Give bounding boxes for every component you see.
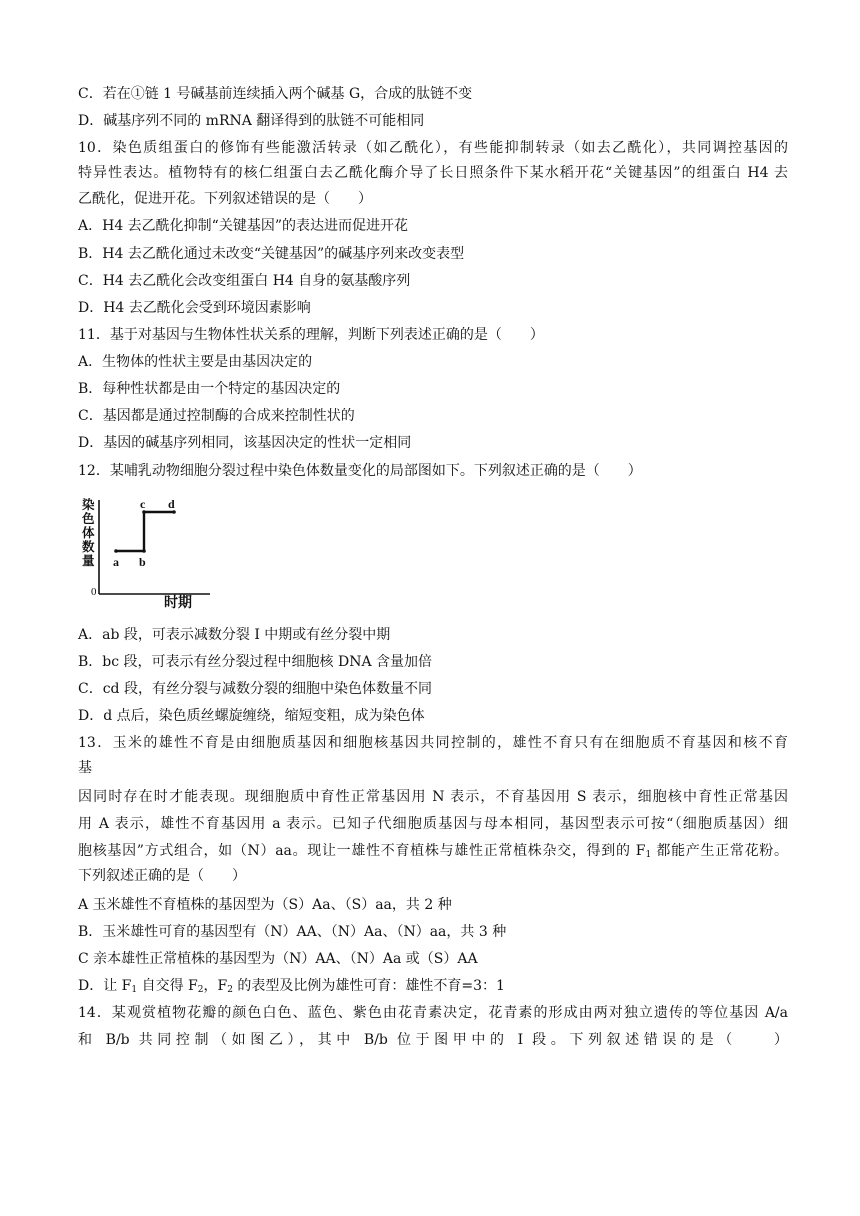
q12-option-d: D．d 点后，染色质丝螺旋缠绕，缩短变粗，成为染色体 <box>78 708 425 724</box>
q13-option-c: C 亲本雄性正常植株的基因型为（N）AA、（N）Aa 或（S）AA <box>78 951 478 967</box>
q13-option-b: B．玉米雄性可育的基因型有（N）AA、（N）Aa、（N）aa，共 3 种 <box>78 924 507 940</box>
q14-stem-line2: 和 B/b 共同控制（如图乙），其中 B/b 位于图甲中的 I 段。下列叙述错误的是（ ） <box>78 1032 788 1048</box>
q13-stem-line4: 用 A 表示，雄性不育基因用 a 表示。已知子代细胞质基因与母本相同，基因型表示可按“（细胞质基因）细 <box>78 816 788 832</box>
q11-option-d: D．基因的碱基序列相同，该基因决定的性状一定相同 <box>78 435 412 451</box>
q13-d-sub3: 2 <box>227 985 233 995</box>
q10-stem-line2: 特异性表达。植物特有的核仁组蛋白去乙酰化酶介导了长日照条件下某水稻开花“关键基因”的组蛋白 H4 去 <box>78 165 788 181</box>
point-label-c: c <box>140 497 146 511</box>
q13-option-d <box>78 976 788 1000</box>
q12-stem: 12．某哺乳动物细胞分裂过程中染色体数量变化的局部图如下。下列叙述正确的是（ ） <box>78 463 642 479</box>
q11-option-c: C．基因都是通过控制酶的合成来控制性状的 <box>78 408 355 424</box>
graph-plot <box>82 494 212 614</box>
q13-d-part4: 的表型及比例为雄性可育：雄性不育=3：1 <box>232 978 505 994</box>
series-line <box>116 512 174 551</box>
q10-option-a: A．H4 去乙酰化抑制“关键基因”的表达进而促进开花 <box>78 218 408 234</box>
q12-option-a: A．ab 段，可表示减数分裂 I 中期或有丝分裂中期 <box>78 627 391 643</box>
q13-f1-subscript: 1 <box>645 850 652 860</box>
q13-stem-line3: 因同时存在时才能表现。现细胞质中育性正常基因用 N 表示，不育基因用 S 表示，细胞核中育性正常基因 <box>78 789 788 805</box>
q13-d-part1: D．让 F <box>78 978 132 994</box>
q13-line5-part1: 胞核基因”方式组合，如（N）aa。现让一雄性不育植株与雄性正常植株杂交，得到的 F <box>78 843 646 859</box>
q13-line5-part2: 都能产生正常花粉。 <box>651 843 788 859</box>
q10-option-b: B．H4 去乙酰化通过未改变“关键基因”的碱基序列来改变表型 <box>78 246 465 262</box>
point-label-b: b <box>139 555 146 569</box>
q13-stem-line6: 下列叙述正确的是（ ） <box>78 868 246 884</box>
q13-d-sub1: 1 <box>131 985 138 995</box>
graph-y-axis-label: 染色体数量 <box>82 497 95 568</box>
q14-stem-line1: 14．某观赏植物花瓣的颜色白色、蓝色、紫色由花青素决定，花青素的形成由两对独立遗传的等位基因 A/a <box>78 1005 788 1021</box>
q12-option-c: C．cd 段，有丝分裂与减数分裂的细胞中染色体数量不同 <box>78 681 432 697</box>
q13-stem-line1: 13．玉米的雄性不育是由细胞质基因和细胞核基因共同控制的，雄性不育只有在细胞质不育基因和核不育 <box>78 735 788 751</box>
q11-option-a: A．生物体的性状主要是由基因决定的 <box>78 354 313 370</box>
q10-stem-line1: 10．染色质组蛋白的修饰有些能激活转录（如乙酰化），有些能抑制转录（如去乙酰化），共同调控基因的 <box>78 140 788 156</box>
chromosome-number-graph <box>82 494 212 614</box>
q11-stem: 11．基于对基因与生物体性状关系的理解，判断下列表述正确的是（ ） <box>78 327 544 343</box>
graph-origin-label: 0 <box>91 586 97 598</box>
q13-d-sub2: 2 <box>197 985 204 995</box>
point-label-d: d <box>168 497 175 511</box>
q13-d-part3: ，F <box>203 978 228 994</box>
q10-option-d: D．H4 去乙酰化会受到环境因素影响 <box>78 300 311 316</box>
q9-option-c: C．若在①链 1 号碱基前连续插入两个碱基 G，合成的肽链不变 <box>78 86 473 102</box>
point-b <box>142 549 146 553</box>
q9-option-d: D．碱基序列不同的 mRNA 翻译得到的肽链不可能相同 <box>78 113 425 129</box>
q13-d-part2: 自交得 F <box>137 978 198 994</box>
graph-x-axis-label: 时期 <box>164 595 192 611</box>
q12-option-b: B．bc 段，可表示有丝分裂过程中细胞核 DNA 含量加倍 <box>78 654 433 670</box>
q10-option-c: C．H4 去乙酰化会改变组蛋白 H4 自身的氨基酸序列 <box>78 273 411 289</box>
q13-stem-line2: 基 <box>78 760 92 776</box>
q11-option-b: B．每种性状都是由一个特定的基因决定的 <box>78 381 341 397</box>
point-a <box>114 549 118 553</box>
q13-option-a: A 玉米雄性不育植株的基因型为（S）Aa、（S）aa，共 2 种 <box>78 897 452 913</box>
q13-stem-line5 <box>78 841 788 861</box>
point-label-a: a <box>113 555 119 569</box>
q10-stem-line3: 乙酰化，促进开花。下列叙述错误的是（ ） <box>78 191 372 207</box>
